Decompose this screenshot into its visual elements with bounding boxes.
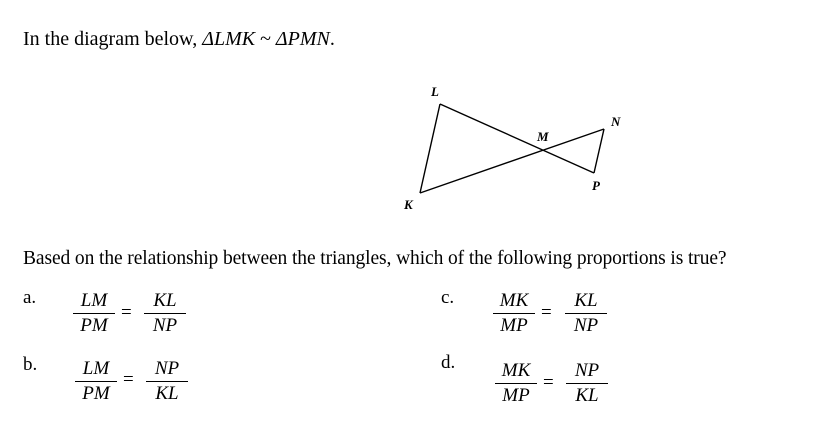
choice-a-right-denominator: NP — [152, 315, 178, 336]
choice-c-left-numerator: MK — [493, 290, 535, 314]
choice-a-letter: a. — [23, 287, 37, 308]
intro-suffix: . — [329, 28, 335, 50]
choice-a-right-fraction — [144, 290, 186, 337]
choice-b-right-numerator: NP — [146, 358, 188, 382]
choice-c-right-numerator: KL — [565, 290, 607, 314]
choice-c-left-denominator: MP — [500, 315, 528, 336]
intro-prefix: In the diagram below, — [23, 28, 203, 50]
label-k: K — [404, 197, 413, 212]
label-l: L — [431, 84, 439, 99]
question-text: Based on the relationship between the triangles, which of the following proportions is true? — [23, 248, 727, 269]
choice-b-left-fraction — [75, 358, 117, 405]
choice-c-equals: = — [541, 302, 552, 323]
choice-d-letter: d. — [441, 352, 456, 373]
segment-kn — [420, 129, 604, 193]
segment-lk — [420, 104, 440, 193]
label-p: P — [592, 178, 600, 193]
choice-b-right-fraction — [146, 358, 188, 405]
choice-c-right-fraction — [565, 290, 607, 337]
choice-d-right-numerator: NP — [566, 360, 608, 384]
choice-d-right-fraction — [566, 360, 608, 407]
triangle-lmk: ΔLMK — [202, 28, 256, 50]
choice-d-equals: = — [543, 372, 554, 393]
choice-a-equals: = — [121, 302, 132, 323]
choice-d-right-denominator: KL — [575, 385, 599, 406]
choice-a-right-numerator: KL — [144, 290, 186, 314]
choice-d-left-fraction — [495, 360, 537, 407]
similar-symbol: ~ — [260, 28, 271, 50]
label-m: M — [537, 129, 549, 144]
choice-a-left-fraction — [73, 290, 115, 337]
choice-b-equals: = — [123, 369, 134, 390]
label-n: N — [611, 114, 621, 129]
choice-c-letter: c. — [441, 287, 455, 308]
choice-c-right-denominator: NP — [573, 315, 599, 336]
choice-a-left-numerator: LM — [73, 290, 115, 314]
diagram-lines — [420, 104, 604, 193]
segment-lp — [440, 104, 594, 173]
choice-b-left-denominator: PM — [82, 383, 110, 404]
choice-d-left-numerator: MK — [495, 360, 537, 384]
choice-c-left-fraction — [493, 290, 535, 337]
choice-d-left-denominator: MP — [502, 385, 530, 406]
choice-b-left-numerator: LM — [75, 358, 117, 382]
triangle-pmn: ΔPMN — [275, 28, 330, 50]
segment-np — [594, 129, 604, 173]
choice-b-right-denominator: KL — [155, 383, 179, 404]
choice-a-left-denominator: PM — [80, 315, 108, 336]
choice-b-letter: b. — [23, 354, 38, 375]
